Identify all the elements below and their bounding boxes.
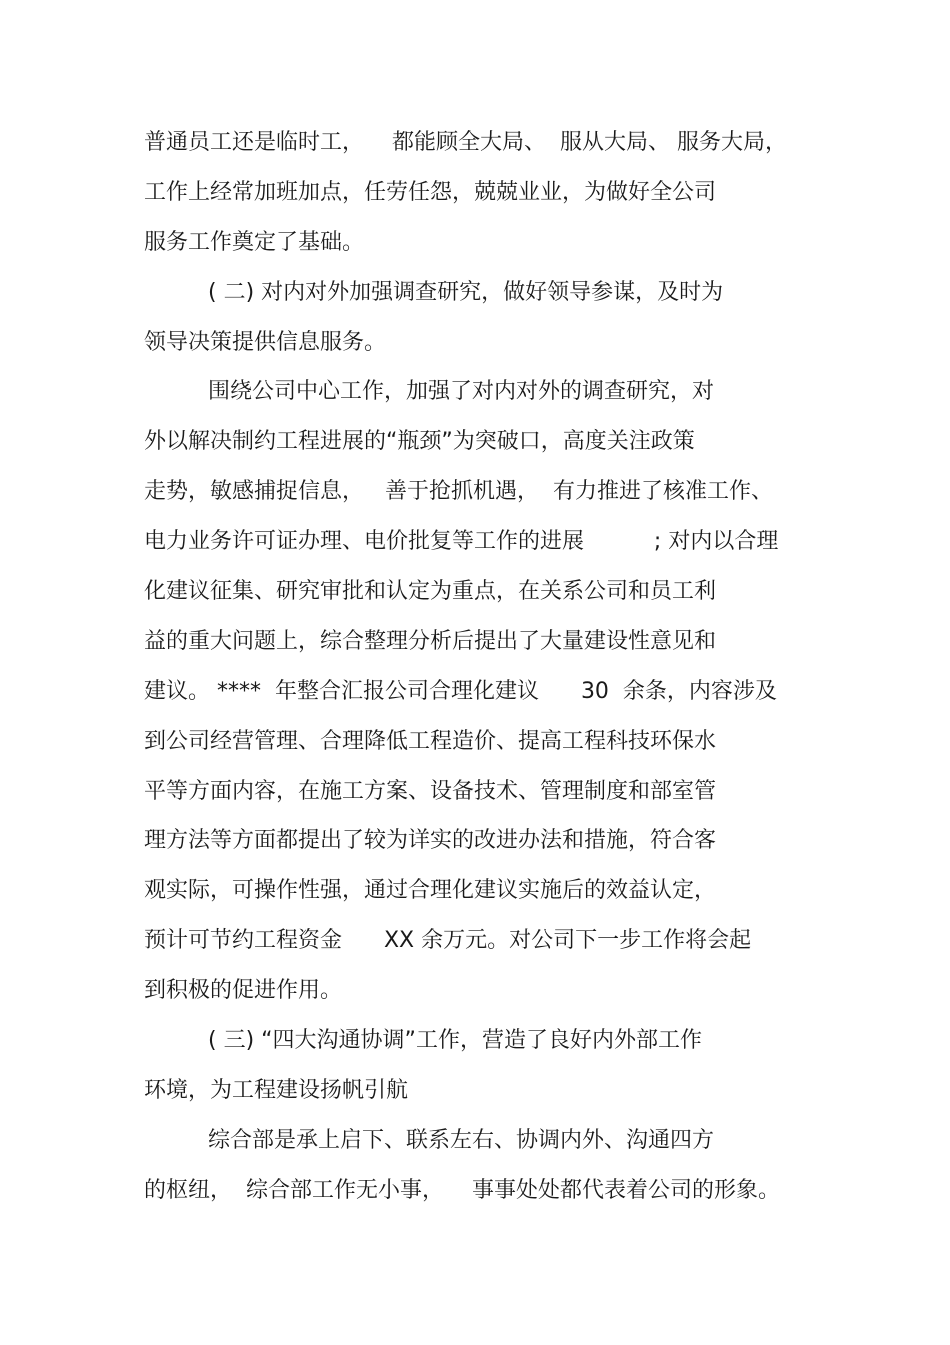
text-line: 环境，为工程建设扬帆引航 bbox=[144, 1078, 409, 1103]
text-line: 普通员工还是临时工， 都能顾全大局、 服从大局、 服务大局， bbox=[144, 130, 787, 155]
text-line: 到公司经营管理、合理降低工程造价、提高工程科技环保水 bbox=[144, 729, 717, 754]
text-line: 预计可节约工程资金 XX 余万元。对公司下一步工作将会起 bbox=[144, 928, 752, 953]
text-line: 外以解决制约工程进展的“瓶颈”为突破口，高度关注政策 bbox=[144, 429, 695, 454]
text-line: 到积极的促进作用。 bbox=[144, 978, 343, 1003]
text-line: 服务工作奠定了基础。 bbox=[144, 230, 365, 255]
text-line: 平等方面内容，在施工方案、设备技术、管理制度和部室管 bbox=[144, 779, 717, 804]
text-line: 建议。 **** 年整合汇报公司合理化建议 30 余条，内容涉及 bbox=[144, 679, 777, 704]
text-line: 工作上经常加班加点，任劳任怨，兢兢业业，为做好全公司 bbox=[144, 180, 717, 205]
text-line: 理方法等方面都提出了较为详实的改进办法和措施，符合客 bbox=[144, 828, 717, 853]
paragraph-start: 综合部是承上启下、联系左右、协调内外、沟通四方 bbox=[208, 1128, 715, 1153]
text-line: 化建议征集、研究审批和认定为重点，在关系公司和员工利 bbox=[144, 579, 717, 604]
text-line: 走势，敏感捕捉信息， 善于抢抓机遇， 有力推进了核准工作、 bbox=[144, 479, 773, 504]
section-heading: ( 二) 对内对外加强调查研究，做好领导参谋，及时为 bbox=[208, 280, 724, 305]
paragraph-start: 围绕公司中心工作，加强了对内对外的调查研究，对 bbox=[208, 379, 715, 404]
text-line: 观实际，可操作性强，通过合理化建议实施后的效益认定， bbox=[144, 878, 717, 903]
text-line: 的枢纽， 综合部工作无小事， 事事处处都代表着公司的形象。 bbox=[144, 1178, 780, 1203]
text-line: 电力业务许可证办理、电价批复等工作的进展 ; 对内以合理 bbox=[144, 529, 779, 554]
text-line: 益的重大问题上，综合整理分析后提出了大量建设性意见和 bbox=[144, 629, 717, 654]
section-heading: ( 三) “四大沟通协调”工作，营造了良好内外部工作 bbox=[208, 1028, 702, 1053]
text-line: 领导决策提供信息服务。 bbox=[144, 330, 387, 355]
